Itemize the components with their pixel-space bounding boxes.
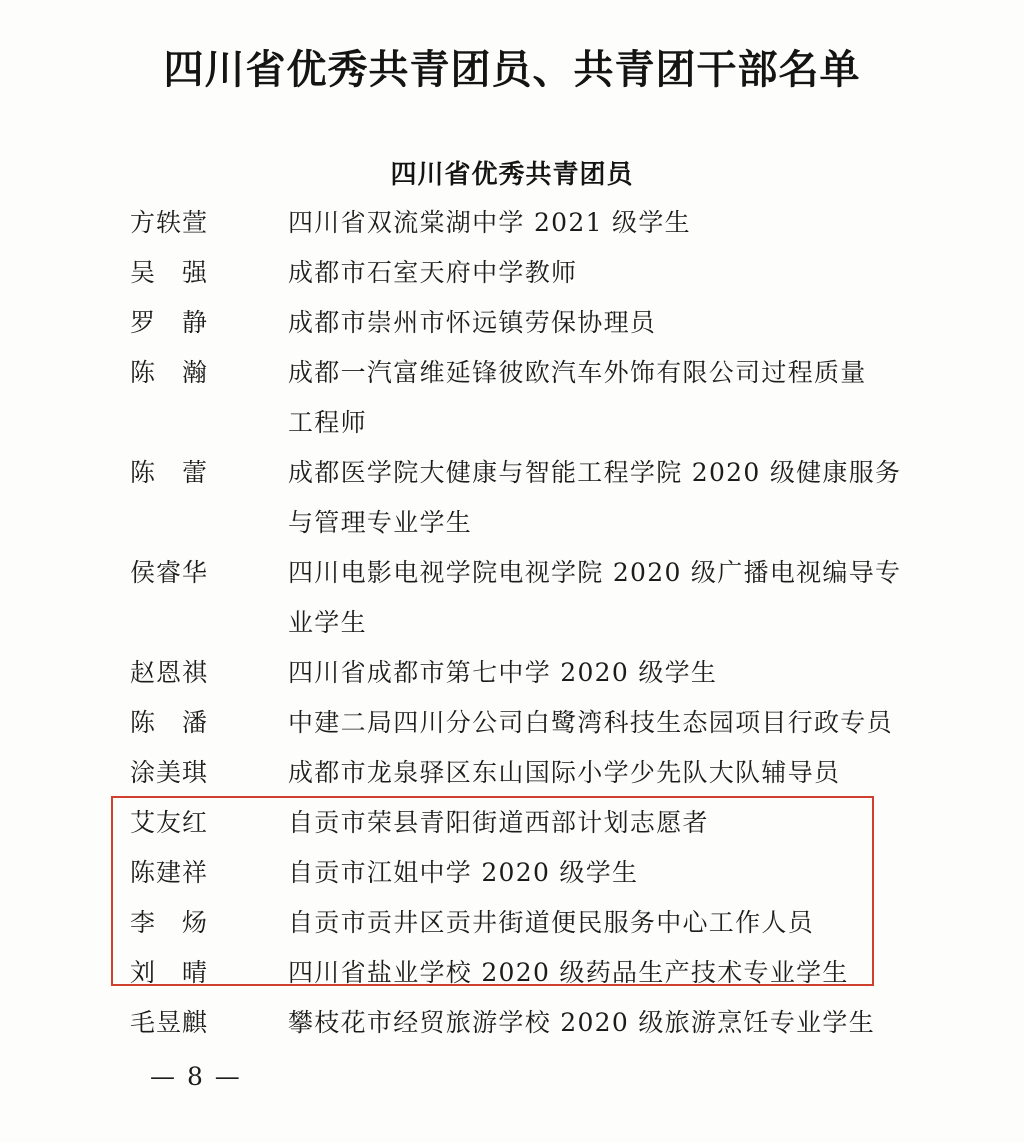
member-description: [288, 998, 928, 1048]
member-name: 刘 晴: [130, 958, 209, 987]
member-description: [288, 248, 928, 298]
member-description: [288, 748, 928, 798]
member-name: 陈建祥: [130, 858, 209, 887]
member-description: [288, 848, 928, 898]
member-name: 吴 强: [130, 258, 209, 287]
member-description-line: 攀枝花市经贸旅游学校 2020 级旅游烹饪专业学生: [288, 1008, 876, 1037]
member-name: 侯睿华: [130, 558, 209, 587]
member-name: 毛昱麒: [130, 1008, 209, 1037]
member-name: 赵恩祺: [130, 658, 209, 687]
member-description-line: 成都医学院大健康与智能工程学院 2020 级健康服务: [288, 458, 902, 487]
member-name: 涂美琪: [130, 758, 209, 787]
member-description: [288, 948, 928, 998]
member-description-line: 四川省盐业学校 2020 级药品生产技术专业学生: [288, 958, 849, 987]
member-description: [288, 698, 928, 748]
section-title: 四川省优秀共青团员: [390, 160, 634, 190]
member-description: [288, 548, 928, 648]
member-description-line: 成都市崇州市怀远镇劳保协理员: [288, 308, 657, 337]
member-description-line: 自贡市江姐中学 2020 级学生: [288, 858, 639, 887]
member-description: [288, 448, 928, 548]
member-description-line: 自贡市荣县青阳街道西部计划志愿者: [288, 808, 709, 837]
member-description-line: 中建二局四川分公司白鹭湾科技生态园项目行政专员: [288, 708, 893, 737]
member-description-line: 与管理专业学生: [288, 508, 473, 537]
member-description-line: 业学生: [288, 608, 367, 637]
member-description-line: 自贡市贡井区贡井街道便民服务中心工作人员: [288, 908, 815, 937]
document-title: 四川省优秀共青团员、共青团干部名单: [163, 47, 861, 93]
member-description-line: 成都一汽富维延锋彼欧汽车外饰有限公司过程质量: [288, 358, 867, 387]
member-description-line: 成都市龙泉驿区东山国际小学少先队大队辅导员: [288, 758, 841, 787]
member-name: 艾友红: [130, 808, 209, 837]
member-description-line: 四川省成都市第七中学 2020 级学生: [288, 658, 718, 687]
member-description-line: 四川省双流棠湖中学 2021 级学生: [288, 208, 691, 237]
member-name: 陈 潘: [130, 708, 209, 737]
member-name: 方轶萱: [130, 208, 209, 237]
member-description: [288, 798, 928, 848]
member-description: [288, 298, 928, 348]
member-name: 陈 瀚: [130, 358, 209, 387]
member-name: 陈 蕾: [130, 458, 209, 487]
page-number: — 8 —: [150, 1062, 242, 1091]
member-description: [288, 348, 928, 448]
member-name: 李 炀: [130, 908, 209, 937]
member-description: [288, 898, 928, 948]
member-name: 罗 静: [130, 308, 209, 337]
member-description: [288, 648, 928, 698]
member-description-line: 工程师: [288, 408, 367, 437]
member-description-line: 成都市石室天府中学教师: [288, 258, 578, 287]
member-description-line: 四川电影电视学院电视学院 2020 级广播电视编导专: [288, 558, 902, 587]
member-description: [288, 198, 928, 248]
